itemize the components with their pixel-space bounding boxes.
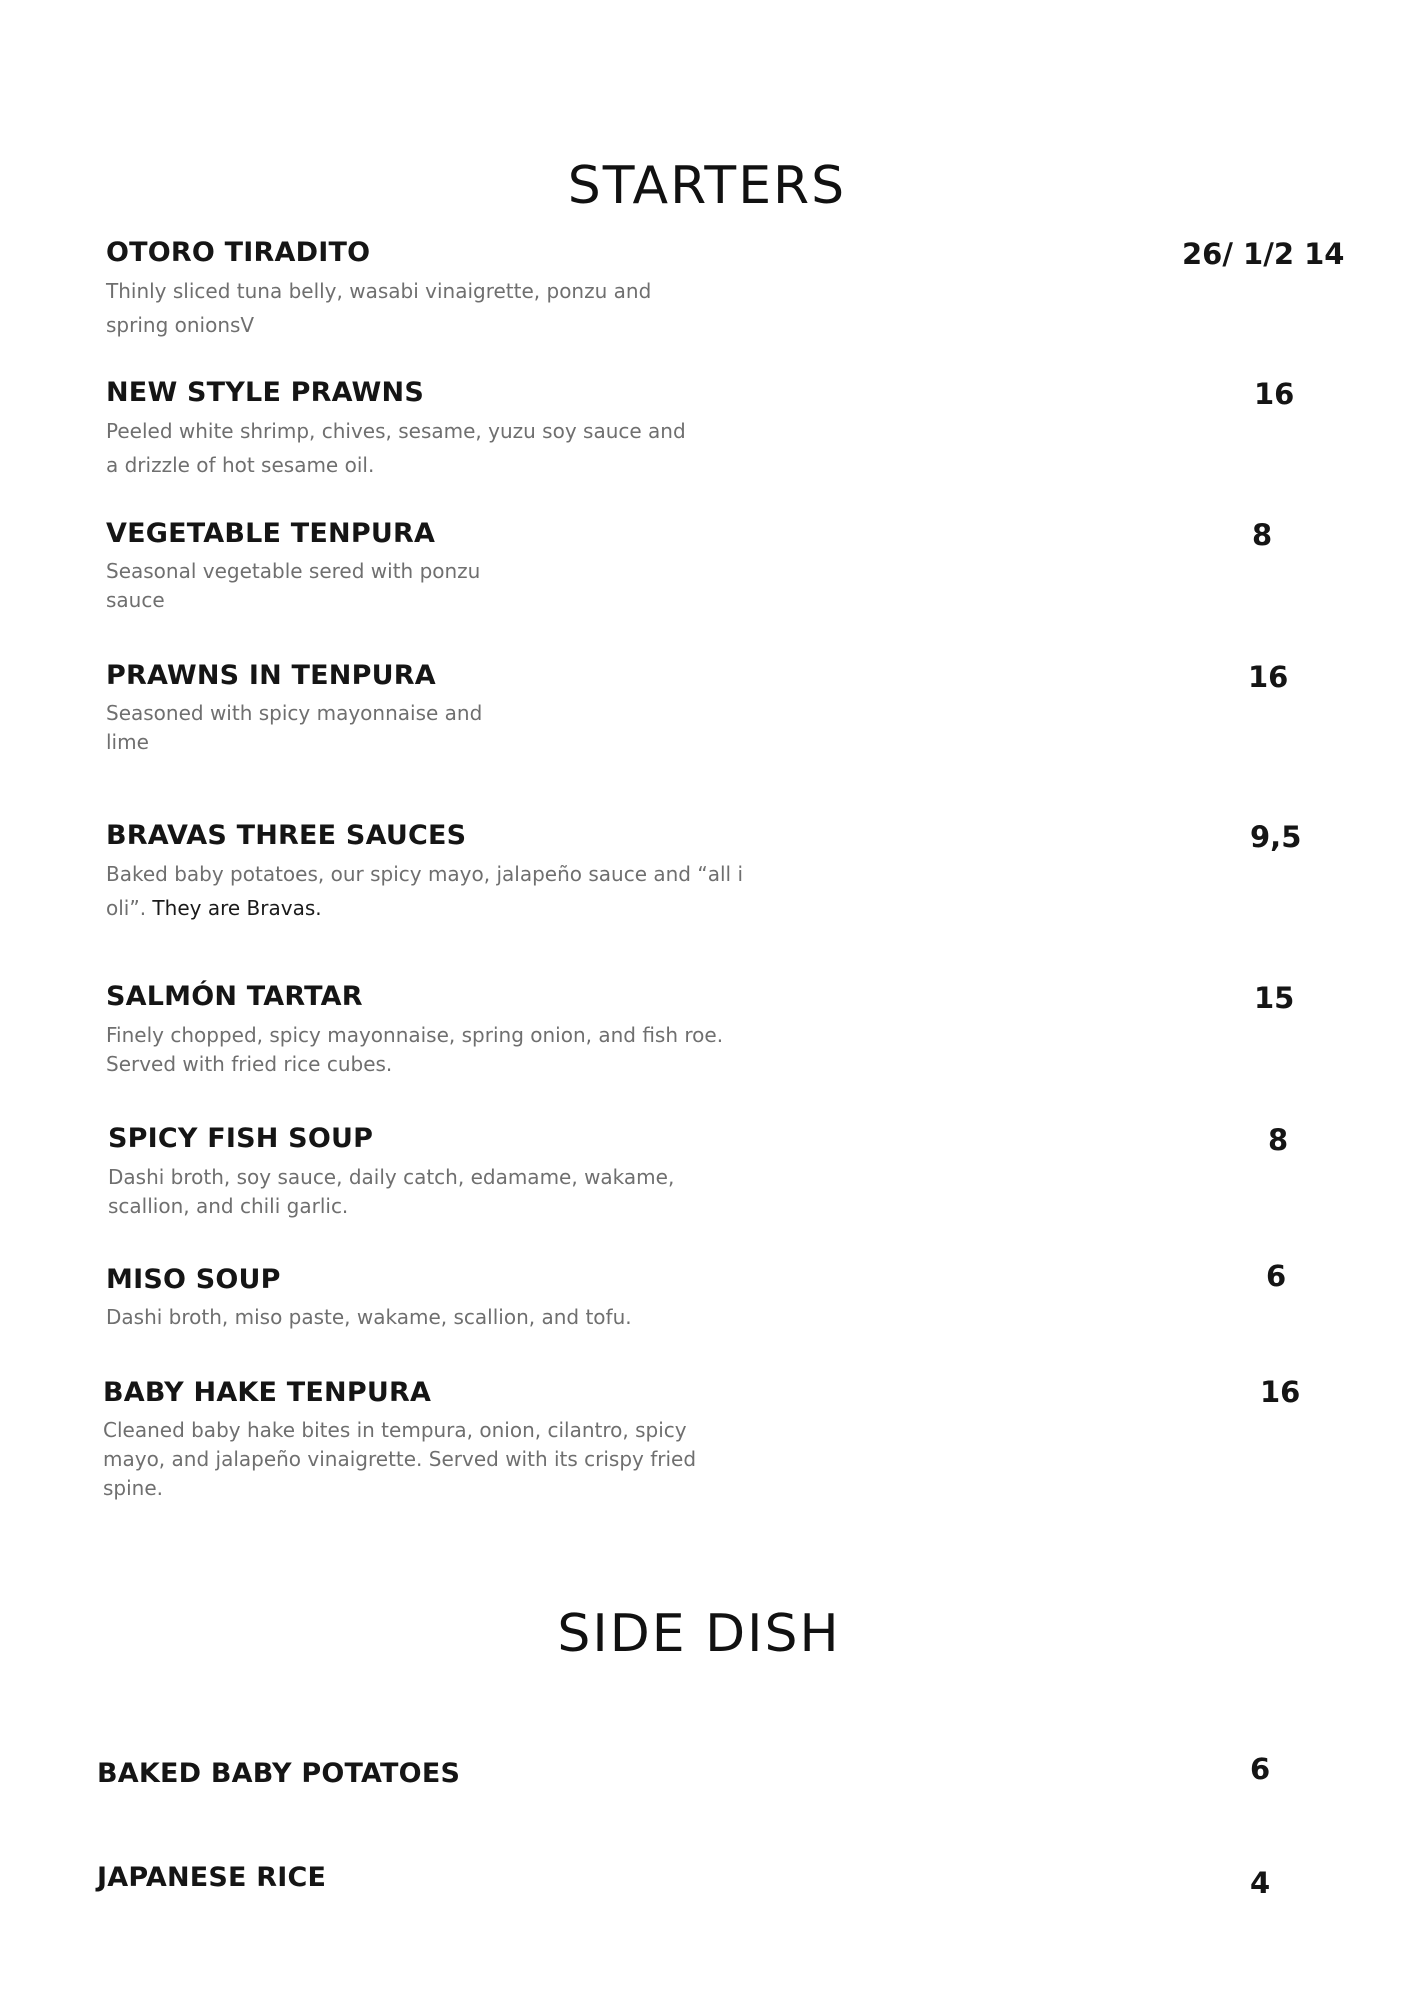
description-line: Peeled white shrimp, chives, sesame, yuzu soy sauce and — [106, 419, 686, 443]
menu-item-price: 9,5 — [1250, 820, 1302, 854]
menu-item-description — [106, 561, 480, 610]
side-item-name: BAKED BABY POTATOES — [97, 1758, 461, 1789]
side-item-price: 6 — [1250, 1752, 1271, 1786]
description-line: Seasoned with spicy mayonnaise and — [106, 701, 483, 725]
menu-item-description — [103, 1420, 696, 1498]
menu-item-description — [106, 281, 651, 335]
side-dish-heading: SIDE DISH — [557, 1604, 841, 1664]
menu-item-description — [106, 1307, 632, 1327]
description-line: lime — [106, 730, 149, 754]
menu-item-price: 16 — [1254, 377, 1295, 411]
description-line: spring onionsV — [106, 313, 255, 337]
menu-item-description — [108, 1167, 674, 1216]
menu-item-name: SALMÓN TARTAR — [106, 981, 363, 1012]
menu-item-description — [106, 1025, 723, 1074]
menu-item-price: 8 — [1268, 1123, 1289, 1157]
menu-item-name: SPICY FISH SOUP — [108, 1123, 374, 1154]
menu-item-description — [106, 864, 743, 918]
description-line: a drizzle of hot sesame oil. — [106, 453, 375, 477]
menu-item-price: 6 — [1266, 1259, 1287, 1293]
menu-item-price: 15 — [1254, 981, 1295, 1015]
description-line: Finely chopped, spicy mayonnaise, spring onion, and fish roe. — [106, 1023, 724, 1047]
description-line: Cleaned baby hake bites in tempura, onion, cilantro, spicy — [103, 1418, 687, 1442]
menu-item-name: BABY HAKE TENPURA — [103, 1377, 432, 1408]
menu-item-name: BRAVAS THREE SAUCES — [106, 820, 467, 851]
menu-item-name: NEW STYLE PRAWNS — [106, 377, 424, 408]
description-line: sauce — [106, 588, 165, 612]
description-line: Thinly sliced tuna belly, wasabi vinaigrette, ponzu and — [106, 279, 652, 303]
menu-item-name: OTORO TIRADITO — [106, 237, 371, 268]
description-line: mayo, and jalapeño vinaigrette. Served with its crispy fried — [103, 1447, 697, 1471]
starters-heading: STARTERS — [567, 156, 847, 216]
description-line: Baked baby potatoes, our spicy mayo, jalapeño sauce and “all i — [106, 862, 744, 886]
description-line: scallion, and chili garlic. — [108, 1194, 349, 1218]
menu-item-name: VEGETABLE TENPURA — [106, 518, 436, 549]
menu-item-name: MISO SOUP — [106, 1264, 281, 1295]
menu-item-price: 26/ 1/2 14 — [1182, 237, 1345, 271]
menu-item-description — [106, 421, 686, 475]
description-line: Dashi broth, soy sauce, daily catch, edamame, wakame, — [108, 1165, 675, 1189]
menu-item-price: 16 — [1260, 1375, 1301, 1409]
menu-item-price: 8 — [1252, 518, 1273, 552]
menu-item-price: 16 — [1248, 660, 1289, 694]
description-text: oli”. — [106, 896, 147, 920]
description-line: Dashi broth, miso paste, wakame, scallion, and tofu. — [106, 1305, 632, 1329]
menu-item-description — [106, 703, 482, 752]
menu-item-name: PRAWNS IN TENPURA — [106, 660, 436, 691]
description-line: spine. — [103, 1476, 164, 1500]
description-line: Served with fried rice cubes. — [106, 1052, 393, 1076]
side-item-name: JAPANESE RICE — [97, 1862, 327, 1893]
description-line — [106, 898, 743, 918]
description-highlight: They are Bravas. — [146, 896, 322, 920]
side-item-price: 4 — [1250, 1866, 1271, 1900]
description-line: Seasonal vegetable sered with ponzu — [106, 559, 481, 583]
